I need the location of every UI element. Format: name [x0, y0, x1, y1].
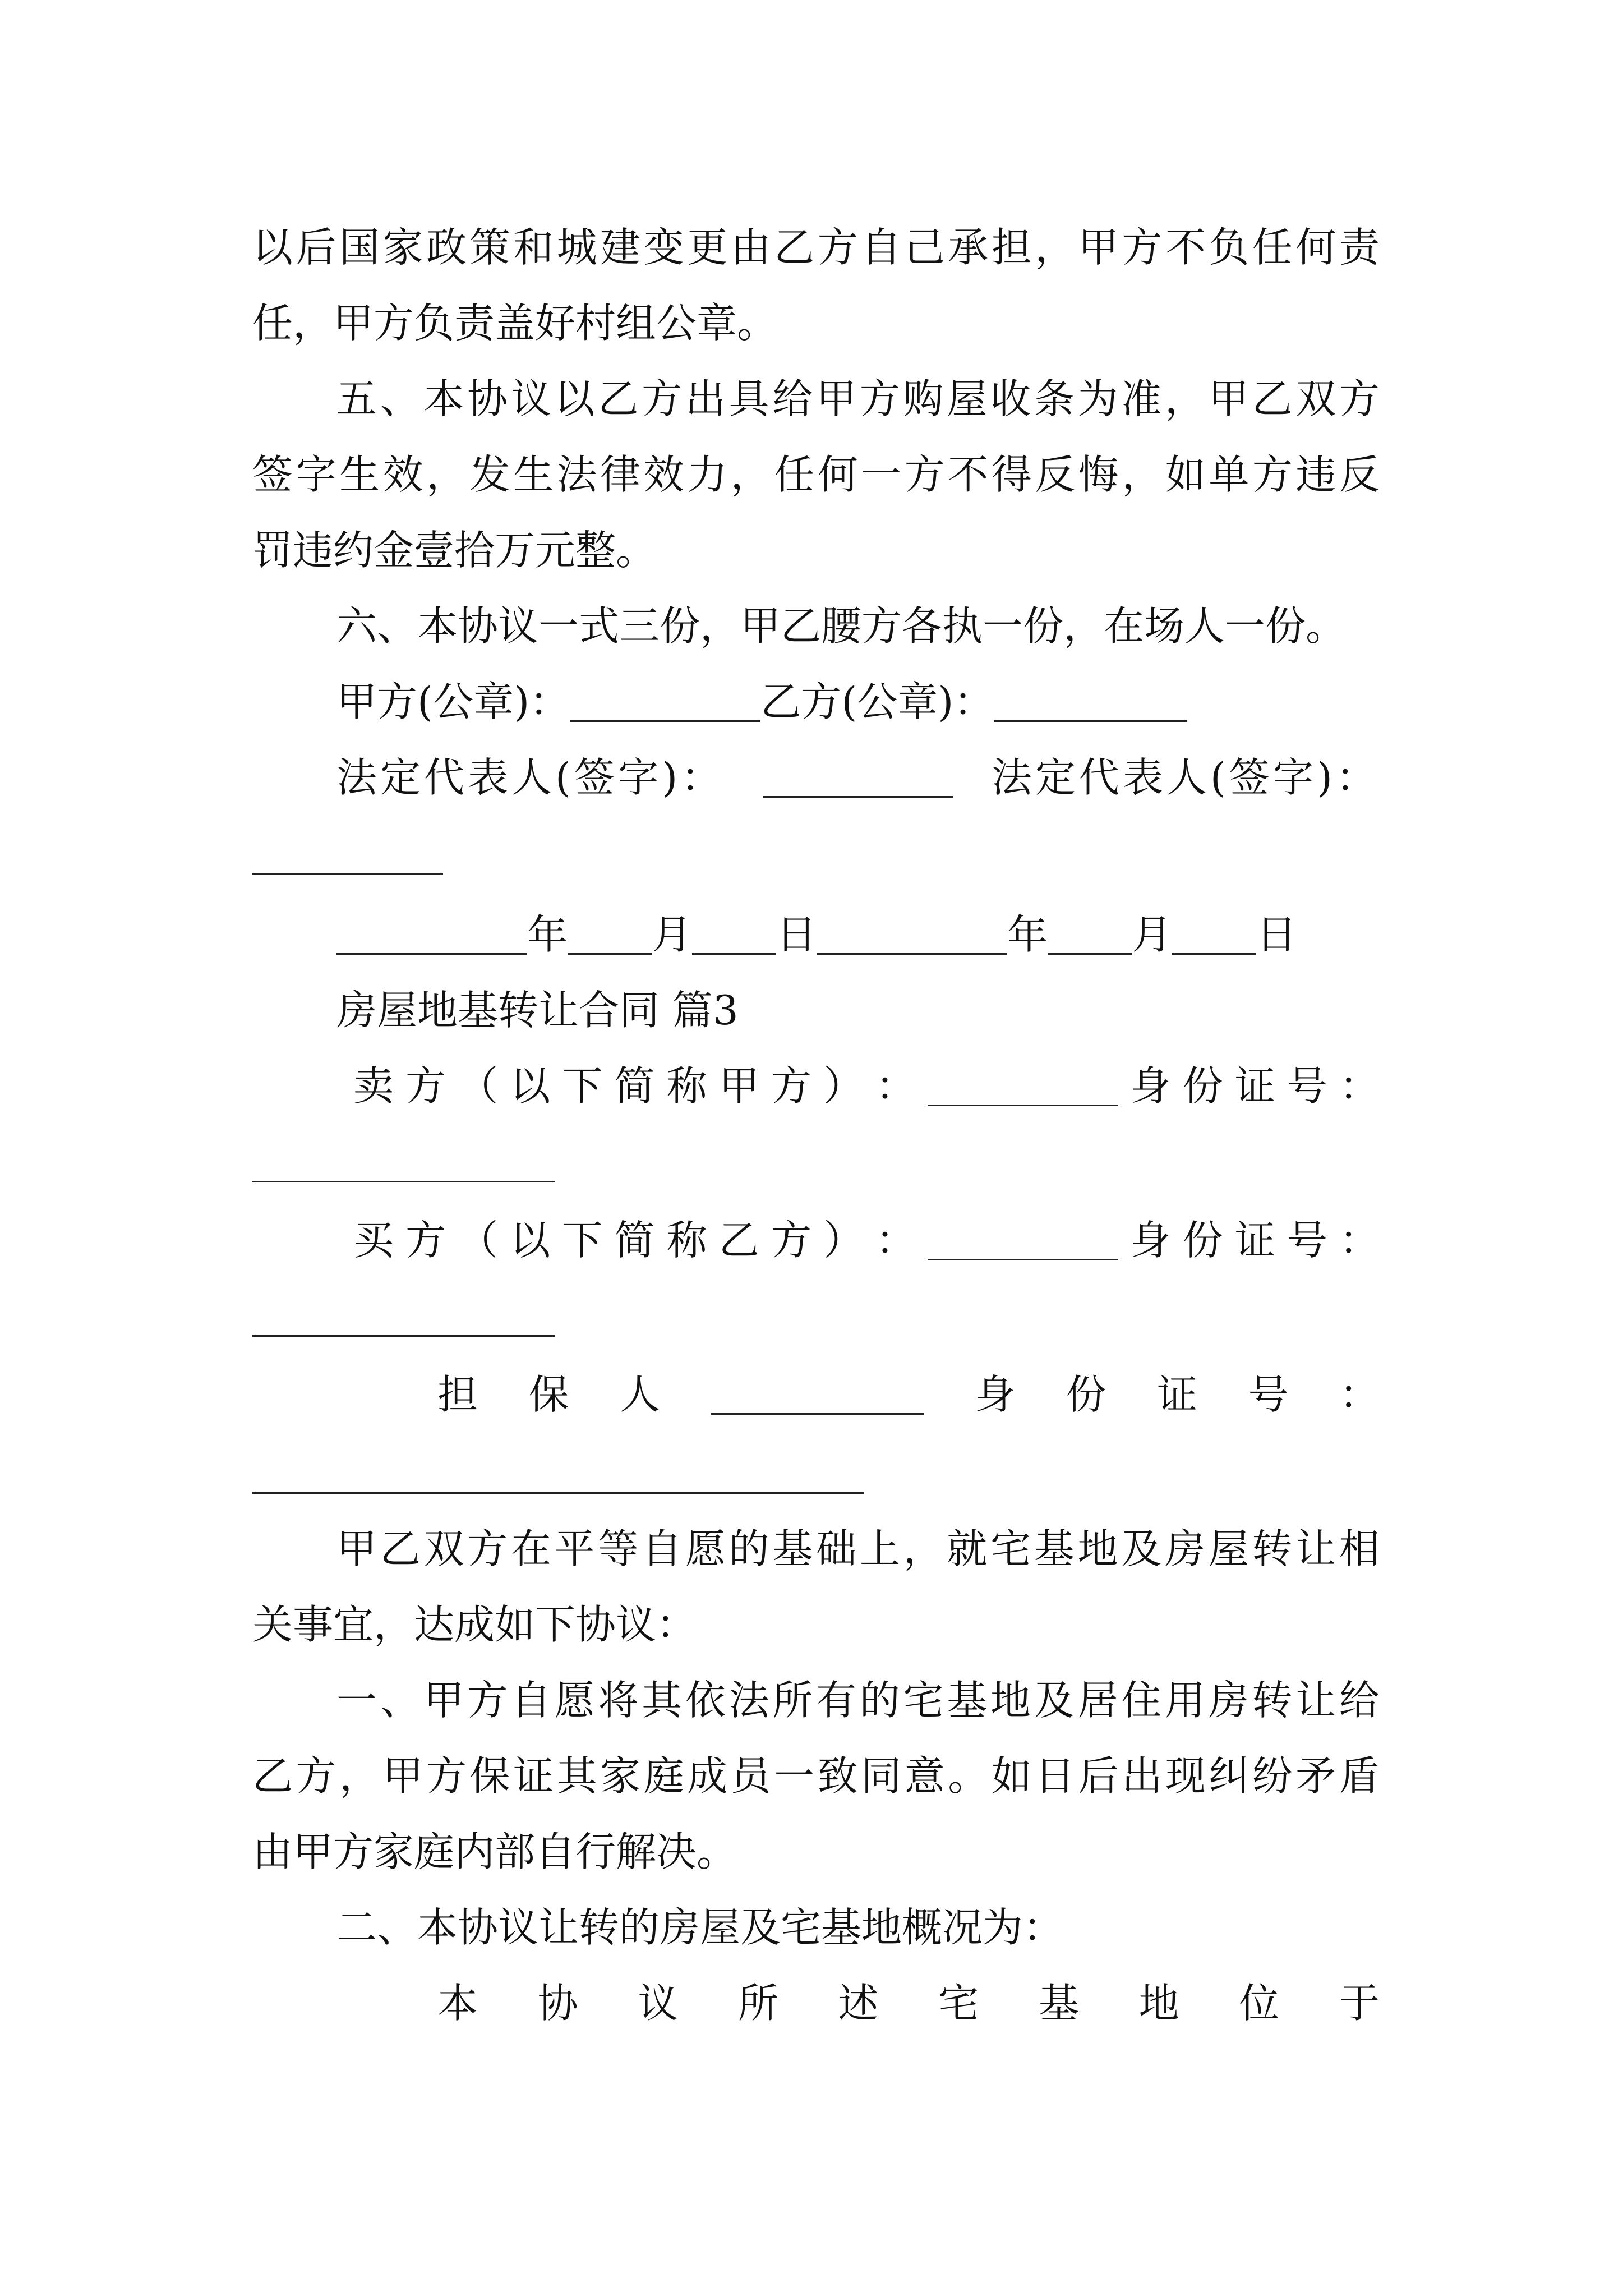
text-char: 转 [1252, 1525, 1293, 1572]
text-char: 的 [728, 1525, 769, 1572]
text-char: 转 [1252, 1677, 1293, 1724]
text-char: 建 [600, 224, 641, 271]
text-line-1 [252, 224, 1380, 271]
id-label-char: 证 [1156, 1371, 1197, 1418]
buyer-label-char: 以 [510, 1217, 551, 1264]
text-char: 方 [1252, 451, 1293, 498]
text-char: 反 [1339, 451, 1380, 498]
text-char: 房 [1164, 1525, 1205, 1572]
location-char: 本 [437, 1980, 478, 2027]
text-char: 悔 [1078, 451, 1119, 498]
location-char: 宅 [938, 1980, 979, 2027]
text-char: 员 [730, 1752, 771, 1800]
text-char: 以 [252, 224, 293, 271]
text-char: 收 [990, 375, 1031, 422]
text-char: 政 [426, 224, 467, 271]
text-char: 住 [1121, 1677, 1162, 1724]
id-label-char: 份 [1066, 1371, 1106, 1418]
text-char: ， [903, 1525, 944, 1572]
text-char: 屋 [1208, 1525, 1249, 1572]
text-char: 具 [728, 375, 769, 422]
buyer-label-char: 方 [405, 1217, 446, 1264]
buyer-label-char: 称 [666, 1217, 707, 1264]
text-char: 更 [687, 224, 728, 271]
party-a-seal-blank[interactable] [570, 687, 760, 722]
buyer-label-char: 下 [562, 1217, 603, 1264]
id-label-char: 号 [1248, 1371, 1289, 1418]
text-char: ， [730, 451, 771, 498]
text-char: 矛 [1295, 1752, 1336, 1800]
year-label-b: 年 [1007, 911, 1048, 958]
text-char: 发 [469, 451, 510, 498]
text-char: 宅 [990, 1525, 1031, 1572]
text-char: 甲 [816, 375, 857, 422]
text-char: 础 [816, 1525, 857, 1572]
buyer-label-char: （ [458, 1217, 499, 1264]
text-char: 购 [903, 375, 944, 422]
clause-5-line-3: 罚违约金壹拾万元整。 [252, 527, 657, 574]
day-label-a: 日 [776, 911, 817, 958]
text-char: 己 [904, 224, 945, 271]
text-char: 地 [990, 1677, 1031, 1724]
location-char: 地 [1138, 1980, 1179, 2027]
text-char: 及 [1034, 1677, 1075, 1724]
text-char: 甲 [1078, 224, 1119, 271]
clause-6: 六、本协议一式三份，甲乙腰方各执一份，在场人一份。 [336, 602, 1347, 650]
buyer-label-char: 方 [771, 1217, 812, 1264]
guarantor-line [437, 1371, 1380, 1418]
text-char: 签 [252, 451, 293, 498]
text-char: 法 [556, 451, 597, 498]
text-char: 的 [859, 1677, 900, 1724]
seller-label-char: 方 [405, 1062, 446, 1110]
buyer-name-blank[interactable] [928, 1225, 1118, 1260]
text-char: 致 [817, 1752, 858, 1800]
text-char: 国 [339, 224, 380, 271]
text-char: 愿 [554, 1677, 595, 1724]
text-char: 家 [600, 1752, 641, 1800]
text-char: 愿 [685, 1525, 726, 1572]
clause-1-line-3: 由甲方家庭内部自行解决。 [252, 1828, 737, 1875]
party-seal-line [336, 678, 1187, 725]
text-char: 生 [339, 451, 380, 498]
seller-label-char: （ [458, 1062, 499, 1110]
clause-1-line-1 [336, 1677, 1380, 1724]
id-label-char: 身 [1130, 1062, 1171, 1110]
text-char: 方 [817, 224, 858, 271]
text-char: 乙 [1252, 375, 1293, 422]
text-char: 方 [467, 1525, 508, 1572]
text-char: 不 [1165, 224, 1206, 271]
party-b-seal-blank[interactable] [994, 687, 1187, 722]
rep-a-blank[interactable] [763, 762, 953, 798]
id-label-char: 号 [1287, 1062, 1327, 1110]
location-char: 基 [1038, 1980, 1079, 2027]
location-char: 述 [838, 1980, 879, 2027]
text-char: 何 [817, 451, 858, 498]
clause-2-line-1: 二、本协议让转的房屋及宅基地概况为： [336, 1904, 1064, 1951]
text-char: 单 [1209, 451, 1249, 498]
text-char: 甲 [423, 1677, 464, 1724]
text-char: 担 [991, 224, 1032, 271]
date-a-day-blank[interactable] [692, 919, 776, 955]
text-char: 基 [772, 1525, 813, 1572]
location-char: 位 [1239, 1980, 1280, 2027]
text-char: 房 [1208, 1677, 1249, 1724]
text-char: 乙 [252, 1752, 293, 1800]
text-char: 一 [774, 1752, 815, 1800]
id-label-char: 身 [1130, 1217, 1171, 1264]
text-char: 任 [774, 451, 815, 498]
month-label-b: 月 [1132, 911, 1173, 958]
location-char: 所 [737, 1980, 778, 2027]
text-char: 庭 [643, 1752, 684, 1800]
text-char: 方 [426, 1752, 467, 1800]
rep-a-label: 法定代表人(签字)： [336, 754, 725, 801]
guarantor-label-char: 担 [437, 1371, 478, 1418]
text-char: 、 [380, 375, 421, 422]
text-char: 让 [1295, 1677, 1336, 1724]
preamble-line-2: 关事宜，达成如下协议： [252, 1601, 697, 1648]
seller-name-blank[interactable] [928, 1071, 1118, 1106]
text-char: 承 [948, 224, 989, 271]
text-char: 为 [1077, 375, 1118, 422]
text-char: 屋 [947, 375, 988, 422]
buyer-label-char: 简 [614, 1217, 655, 1264]
text-char: 条 [1034, 375, 1075, 422]
location-char: 协 [537, 1980, 578, 2027]
text-char: 给 [1339, 1677, 1380, 1724]
text-char: 证 [513, 1752, 554, 1800]
text-char: 及 [1121, 1525, 1162, 1572]
party-a-seal-label: 甲方(公章)： [336, 678, 570, 725]
party-b-seal-label: 乙方(公章)： [760, 678, 994, 725]
month-label-a: 月 [652, 911, 693, 958]
text-char: 基 [947, 1677, 988, 1724]
text-char: 自 [861, 224, 902, 271]
text-char: 将 [598, 1677, 639, 1724]
text-char: 相 [1339, 1525, 1380, 1572]
text-char: 不 [948, 451, 989, 498]
buyer-label-char: ） [823, 1217, 864, 1264]
text-char: 其 [556, 1752, 597, 1800]
buyer-label-char: 买 [353, 1217, 394, 1264]
text-char: 上 [859, 1525, 900, 1572]
seller-label-char: 卖 [353, 1062, 394, 1110]
seller-label-char: 称 [666, 1062, 707, 1110]
date-b-year-blank[interactable] [817, 919, 1007, 955]
text-char: 成 [687, 1752, 728, 1800]
text-char: 就 [947, 1525, 988, 1572]
text-char: 所 [772, 1677, 813, 1724]
text-line-2: 任，甲方负责盖好村组公章。 [252, 300, 778, 347]
id-label-char: 证 [1234, 1217, 1275, 1264]
text-char: ， [339, 1752, 380, 1800]
text-char: 协 [467, 375, 508, 422]
rep-b-label: 法定代表人(签字)： [991, 754, 1380, 801]
text-char: 双 [1295, 375, 1336, 422]
seller-label-char: 方 [771, 1062, 812, 1110]
buyer-line [353, 1217, 1380, 1264]
land-location-line [437, 1980, 1380, 2027]
guarantor-name-blank[interactable] [711, 1379, 924, 1415]
text-char: 方 [467, 1677, 508, 1724]
text-char: 甲 [382, 1752, 423, 1800]
text-char: 一 [861, 451, 902, 498]
text-char: 方 [904, 451, 945, 498]
date-b-day-blank[interactable] [1172, 919, 1256, 955]
text-char: 后 [1078, 1752, 1119, 1800]
buyer-label-char: ： [875, 1217, 916, 1264]
text-char: 、 [380, 1677, 421, 1724]
text-char: 同 [861, 1752, 902, 1800]
text-char: 居 [1077, 1677, 1118, 1724]
text-char: 如 [991, 1752, 1032, 1800]
id-label-char: 份 [1182, 1062, 1223, 1110]
seller-label-char: ） [823, 1062, 864, 1110]
day-label-b: 日 [1256, 911, 1297, 958]
text-char: 有 [816, 1677, 857, 1724]
id-label-char: 证 [1234, 1062, 1275, 1110]
date-b-month-blank[interactable] [1048, 919, 1132, 955]
preamble-line-1 [336, 1525, 1380, 1572]
text-char: 给 [772, 375, 813, 422]
clause-1-line-2 [252, 1752, 1380, 1800]
text-char: 城 [556, 224, 597, 271]
section-title: 房屋地基转让合同 篇3 [336, 987, 739, 1034]
text-char: 得 [991, 451, 1032, 498]
clause-5-line-2 [252, 451, 1380, 498]
text-char: 意 [904, 1752, 945, 1800]
text-char: 方 [296, 1752, 336, 1800]
id-label-char: ： [1339, 1217, 1380, 1264]
seller-line [353, 1062, 1380, 1110]
text-char: 效 [643, 451, 684, 498]
text-char: 方 [1122, 224, 1163, 271]
date-a-month-blank[interactable] [568, 919, 652, 955]
text-char: 本 [423, 375, 464, 422]
year-label-a: 年 [527, 911, 568, 958]
text-char: 负 [1209, 224, 1249, 271]
text-char: 盾 [1339, 1752, 1380, 1800]
text-char: 保 [469, 1752, 510, 1800]
date-line [336, 911, 1297, 958]
text-char: 地 [1077, 1525, 1118, 1572]
text-char: 责 [1339, 224, 1380, 271]
text-char: 如 [1165, 451, 1206, 498]
text-char: 依 [685, 1677, 726, 1724]
text-char: 由 [730, 224, 771, 271]
text-char: 律 [600, 451, 641, 498]
date-a-year-blank[interactable] [336, 919, 527, 955]
seller-id-blank[interactable] [252, 1181, 555, 1182]
guarantor-id-blank[interactable] [252, 1492, 864, 1494]
text-char: 法 [728, 1677, 769, 1724]
text-char: 准 [1121, 375, 1162, 422]
text-char: 让 [1295, 1525, 1336, 1572]
text-char: 一 [336, 1677, 377, 1724]
text-char: 生 [513, 451, 554, 498]
buyer-id-blank[interactable] [252, 1335, 555, 1337]
text-char: 乙 [380, 1525, 421, 1572]
rep-b-blank[interactable] [252, 873, 443, 875]
text-char: 和 [513, 224, 554, 271]
text-char: 纠 [1209, 1752, 1249, 1800]
text-char: 自 [642, 1525, 683, 1572]
text-char: 何 [1295, 224, 1336, 271]
text-char: 现 [1165, 1752, 1206, 1800]
text-char: 议 [510, 375, 551, 422]
id-label-char: 号 [1287, 1217, 1327, 1264]
text-char: 以 [554, 375, 595, 422]
seller-label-char: ： [875, 1062, 916, 1110]
text-char: 乙 [598, 375, 639, 422]
id-label-char: ： [1339, 1371, 1380, 1418]
text-char: 用 [1164, 1677, 1205, 1724]
text-char: 日 [1035, 1752, 1076, 1800]
seller-label-char: 下 [562, 1062, 603, 1110]
text-char: 方 [1339, 375, 1380, 422]
text-char: 基 [1034, 1525, 1075, 1572]
text-char: ， [426, 451, 467, 498]
text-char: 双 [423, 1525, 464, 1572]
guarantor-label-char: 保 [528, 1371, 569, 1418]
representative-line [336, 754, 1380, 801]
location-char: 议 [638, 1980, 679, 2027]
seller-label-char: 简 [614, 1062, 655, 1110]
text-char: 任 [1252, 224, 1293, 271]
guarantor-label-char: 人 [620, 1371, 661, 1418]
clause-5-line-1 [336, 375, 1380, 422]
buyer-label-char: 乙 [718, 1217, 759, 1264]
text-char: 力 [687, 451, 728, 498]
text-char: 方 [642, 375, 683, 422]
text-char: 字 [296, 451, 336, 498]
seller-label-char: 以 [510, 1062, 551, 1110]
text-char: 纷 [1252, 1752, 1293, 1800]
text-char: 出 [685, 375, 726, 422]
text-char: 出 [1122, 1752, 1163, 1800]
seller-label-char: 甲 [718, 1062, 759, 1110]
text-char: ， [1164, 375, 1205, 422]
id-label-char: 份 [1182, 1217, 1223, 1264]
text-char: 违 [1295, 451, 1336, 498]
text-char: 自 [510, 1677, 551, 1724]
id-label-char: 身 [974, 1371, 1015, 1418]
text-char: ， [1122, 451, 1163, 498]
id-label-char: ： [1339, 1062, 1380, 1110]
text-char: 平 [554, 1525, 595, 1572]
text-char: 。 [948, 1752, 989, 1800]
text-char: 家 [382, 224, 423, 271]
text-char: 等 [598, 1525, 639, 1572]
text-char: 乙 [774, 224, 815, 271]
text-char: 策 [469, 224, 510, 271]
text-char: 变 [643, 224, 684, 271]
text-char: 其 [642, 1677, 683, 1724]
location-char: 于 [1339, 1980, 1380, 2027]
text-char: 效 [382, 451, 423, 498]
text-char: 方 [859, 375, 900, 422]
text-char: 宅 [903, 1677, 944, 1724]
text-char: 在 [510, 1525, 551, 1572]
text-char: 反 [1035, 451, 1076, 498]
text-char: ， [1035, 224, 1076, 271]
text-char: 甲 [1208, 375, 1249, 422]
text-char: 后 [296, 224, 336, 271]
text-char: 五 [336, 375, 377, 422]
text-char: 甲 [336, 1525, 377, 1572]
